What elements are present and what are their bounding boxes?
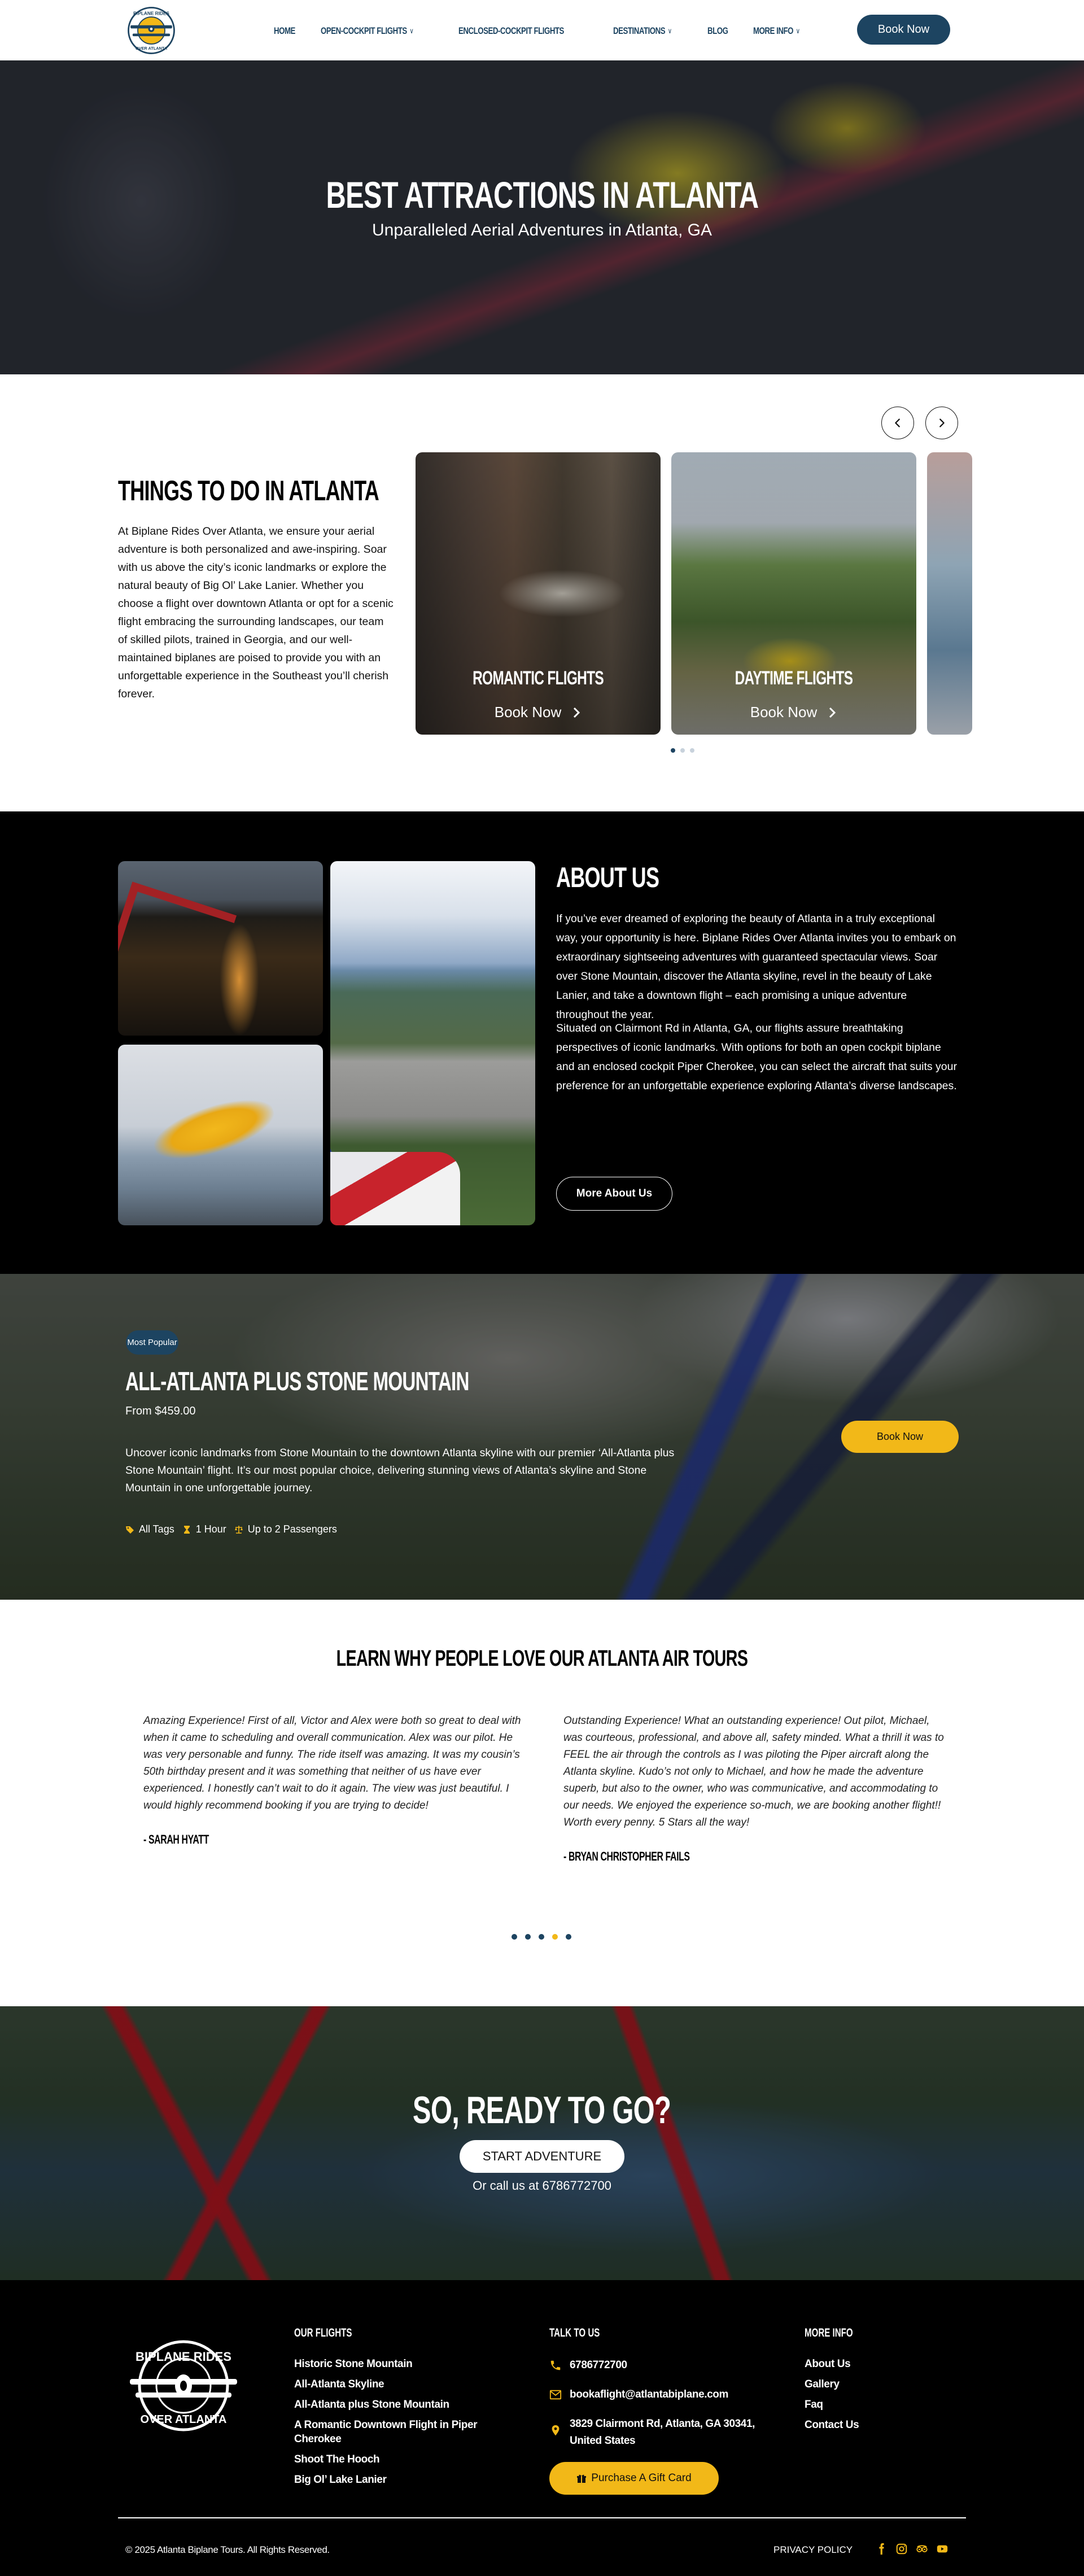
chevron-down-icon: ∨ xyxy=(667,27,672,35)
footer-about-link[interactable]: About Us xyxy=(805,2358,851,2370)
footer-phone[interactable] xyxy=(549,2357,786,2374)
nav-enclosed-cockpit-label: ENCLOSED-COCKPIT FLIGHTS xyxy=(458,25,565,36)
nav-open-cockpit-label: OPEN-COCKPIT FLIGHTS xyxy=(320,25,407,36)
cta-section xyxy=(0,2006,1084,2280)
phone-icon xyxy=(549,2359,562,2372)
carousel-pagination xyxy=(671,748,694,753)
review-author: - SARAH HYATT xyxy=(143,1832,209,1846)
main-nav xyxy=(274,23,832,40)
reviews-section xyxy=(0,1600,1084,2006)
things-to-do-section xyxy=(0,374,1084,811)
review-text: Outstanding Experience! What an outstanding experience! Out pilot, Michael, was courteous, professional, and above all, safety minded. What a thrill it was to FEEL the air through the controls as I was piloting the Piper aircraft along the Atlanta skyline. Kudo’s not only to Michael, and how he made the adventure superb, but also to the owner, who was communicative, and accommodating to our needs. We enjoyed the experience so-much, we are booking another flight!! Worth every penny. 5 Stars all the way! xyxy=(563,1715,944,1828)
chevron-down-icon: ∨ xyxy=(409,27,413,35)
svg-text:OVER ATLANTA: OVER ATLANTA xyxy=(135,46,168,51)
reviews-pagination xyxy=(512,1934,571,1940)
footer-flights-heading: OUR FLIGHTS xyxy=(294,2326,352,2339)
about-title: ABOUT US xyxy=(556,862,659,893)
about-image-yellow-biplane xyxy=(118,1045,323,1225)
footer-flight-link[interactable]: All-Atlanta plus Stone Mountain xyxy=(294,2399,449,2411)
featured-title: ALL-ATLANTA PLUS STONE MOUNTAIN xyxy=(125,1366,469,1396)
tag-icon xyxy=(125,1525,134,1534)
nav-blog-label: BLOG xyxy=(707,25,728,36)
about-image-stone-mountain xyxy=(330,861,535,1225)
chevron-right-icon xyxy=(827,706,837,719)
flight-card-daytime[interactable] xyxy=(671,452,916,735)
privacy-policy-link[interactable]: PRIVACY POLICY xyxy=(773,2544,853,2555)
footer-faq-link[interactable]: Faq xyxy=(805,2399,823,2411)
footer-flights-column xyxy=(294,2326,509,2493)
card-book-now-link[interactable] xyxy=(671,704,916,721)
footer-flight-link[interactable]: Shoot The Hooch xyxy=(294,2453,380,2465)
footer-flight-link[interactable]: Historic Stone Mountain xyxy=(294,2358,413,2370)
nav-home[interactable] xyxy=(274,25,295,37)
footer-address[interactable] xyxy=(549,2416,786,2450)
nav-more-info[interactable] xyxy=(753,25,800,37)
footer-talk-heading: TALK TO US xyxy=(549,2326,600,2339)
review-card xyxy=(143,1713,527,1847)
meta-duration-label: 1 Hour xyxy=(195,1523,226,1535)
footer-flight-link[interactable]: All-Atlanta Skyline xyxy=(294,2378,384,2390)
footer-more-heading: MORE INFO xyxy=(805,2326,853,2339)
gift-button-label: Purchase A Gift Card xyxy=(591,2472,692,2484)
more-about-us-button[interactable]: More About Us xyxy=(556,1177,672,1211)
hero-content xyxy=(0,173,1084,240)
hero-title: BEST ATTRACTIONS IN ATLANTA xyxy=(326,174,758,216)
copyright: © 2025 Atlanta Biplane Tours. All Rights Reserved. xyxy=(125,2544,330,2555)
featured-book-now-button[interactable]: Book Now xyxy=(841,1421,959,1453)
review-dot-5[interactable] xyxy=(566,1934,571,1940)
footer-phone-text: 6786772700 xyxy=(570,2359,627,2371)
mail-icon xyxy=(549,2389,562,2401)
tripadvisor-icon[interactable] xyxy=(916,2542,928,2556)
footer-contact-link[interactable]: Contact Us xyxy=(805,2419,859,2431)
gift-icon xyxy=(576,2473,587,2483)
nav-open-cockpit-flights[interactable] xyxy=(321,25,413,37)
nav-home-label: HOME xyxy=(274,25,295,36)
footer-talk-column xyxy=(549,2326,786,2495)
about-image-city-night xyxy=(118,861,323,1036)
location-pin-icon xyxy=(549,2424,562,2437)
meta-tags xyxy=(125,1523,174,1535)
svg-text:BIPLANE RIDES: BIPLANE RIDES xyxy=(136,2350,231,2364)
card-link-label: Book Now xyxy=(494,704,562,721)
footer-logo-icon[interactable] xyxy=(125,2334,242,2435)
things-description: At Biplane Rides Over Atlanta, we ensure your aerial adventure is both personalized and awe-inspiring. Soar with us above the city’s iconic landmarks or explore the natural beauty of Big Ol’ Lake Lanier. Whether you choose a flight over downtown Atlanta or opt for a scenic flight embracing the surrounding landscapes, our team of skilled pilots, trained in Georgia, and our well-maintained biplanes are poised to provide you with an unforgettable experience in the Southeast you’ll cherish forever. xyxy=(118,525,394,700)
most-popular-badge: Most Popular xyxy=(126,1330,178,1355)
featured-meta xyxy=(125,1523,337,1535)
featured-flight-section xyxy=(0,1274,1084,1600)
footer-gallery-link[interactable]: Gallery xyxy=(805,2378,840,2390)
about-section xyxy=(0,811,1084,1274)
footer-flight-link[interactable]: A Romantic Downtown Flight in Piper Cherokee xyxy=(294,2419,478,2445)
nav-more-info-label: MORE INFO xyxy=(753,25,793,36)
svg-text:BIPLANE RIDES: BIPLANE RIDES xyxy=(133,11,169,16)
logo-icon[interactable] xyxy=(125,5,177,56)
card-title-text: DAYTIME FLIGHTS xyxy=(735,667,853,689)
featured-content xyxy=(0,1274,1084,1600)
chevron-left-icon xyxy=(891,417,904,429)
featured-description: Uncover iconic landmarks from Stone Mountain to the downtown Atlanta skyline with our premier ‘All-Atlanta plus Stone Mountain’ flight. It’s our most popular choice, delivering stunning views of Atlanta’s skyline and Stone Mountain in one unforgettable journey. xyxy=(125,1447,675,1494)
about-paragraph-1: If you’ve ever dreamed of exploring the beauty of Atlanta in a truly exceptional way, your opportunity is here. Biplane Rides Over Atlanta invites you to embark on extraordinary sightseeing adventures with guaranteed spectacular views. Soar over Stone Mountain, discover the Atlanta skyline, revel in the beauty of Lake Lanier, and take a downtown flight – each promising a unique adventure throughout the year. xyxy=(556,912,956,1021)
instagram-icon[interactable] xyxy=(895,2542,908,2556)
reviews-title-text: LEARN WHY PEOPLE LOVE OUR ATLANTA AIR TOURS xyxy=(336,1646,748,1671)
scale-icon xyxy=(234,1525,243,1534)
review-dot-3[interactable] xyxy=(539,1934,544,1940)
hero-section xyxy=(0,60,1084,374)
review-card xyxy=(563,1713,947,1864)
review-author: - BRYAN CHRISTOPHER FAILS xyxy=(563,1849,690,1863)
nav-blog[interactable] xyxy=(707,25,728,37)
nav-enclosed-cockpit-flights[interactable] xyxy=(458,25,564,37)
nav-destinations[interactable] xyxy=(613,25,672,37)
carousel-dot-1[interactable] xyxy=(671,748,675,753)
facebook-icon[interactable] xyxy=(875,2542,888,2556)
cta-title: SO, READY TO GO? xyxy=(413,2089,671,2132)
youtube-icon[interactable] xyxy=(936,2542,948,2556)
card-link-label: Book Now xyxy=(750,704,818,721)
review-text: Amazing Experience! First of all, Victor and Alex were both so great to deal with when it came to scheduling and overall communication. Alex was our pilot. He was very personable and funny. The ride itself was amazing. It was my cousin’s 50th birthday present and it was something that neither of us have ever experienced. I honestly can’t wait to do it again. The view was just beautiful. I would highly recommend booking if you are trying to decide! xyxy=(143,1715,521,1811)
start-adventure-button[interactable]: START ADVENTURE xyxy=(460,2140,624,2173)
social-links xyxy=(875,2542,948,2556)
meta-passengers xyxy=(234,1523,337,1535)
footer-email[interactable] xyxy=(549,2386,786,2403)
flight-card-romantic[interactable] xyxy=(416,452,661,735)
footer-divider xyxy=(118,2517,966,2518)
site-footer xyxy=(0,2280,1084,2576)
footer-flight-link[interactable]: Big Ol’ Lake Lanier xyxy=(294,2474,387,2486)
footer-more-column xyxy=(805,2326,951,2438)
reviews-title xyxy=(0,1646,1084,1671)
svg-text:OVER ATLANTA: OVER ATLANTA xyxy=(140,2413,227,2426)
meta-duration xyxy=(182,1523,226,1535)
review-dot-4[interactable] xyxy=(552,1934,558,1940)
meta-tags-label: All Tags xyxy=(139,1523,174,1535)
carousel-next-button[interactable] xyxy=(925,407,958,439)
flight-card-partial[interactable] xyxy=(927,452,972,735)
things-title: THINGS TO DO IN ATLANTA xyxy=(118,475,379,507)
review-dot-1[interactable] xyxy=(512,1934,517,1940)
featured-price: From $459.00 xyxy=(125,1405,196,1417)
meta-passengers-label: Up to 2 Passengers xyxy=(247,1523,337,1535)
about-paragraph-2: Situated on Clairmont Rd in Atlanta, GA, our flights assure breathtaking perspectives of iconic landmarks. With options for both an open cockpit biplane and an enclosed cockpit Piper Cherokee, you can select the aircraft that suits your preference for an unforgettable experience exploring Atlanta’s diverse landscapes. xyxy=(556,1022,957,1092)
cta-content xyxy=(0,2088,1084,2193)
site-header xyxy=(0,0,1084,60)
chevron-down-icon: ∨ xyxy=(795,27,800,35)
card-title-text: ROMANTIC FLIGHTS xyxy=(473,667,604,689)
footer-address-text: 3829 Clairmont Rd, Atlanta, GA 30341, United States xyxy=(570,2418,755,2447)
hourglass-icon xyxy=(182,1525,191,1534)
cta-call-text: Or call us at 6786772700 xyxy=(473,2178,611,2193)
carousel-prev-button[interactable] xyxy=(881,407,914,439)
nav-destinations-label: DESTINATIONS xyxy=(613,25,666,36)
hero-subtitle: Unparalleled Aerial Adventures in Atlanta, GA xyxy=(371,221,713,239)
carousel-dot-3[interactable] xyxy=(690,748,694,753)
footer-email-text: bookaflight@atlantabiplane.com xyxy=(570,2389,728,2400)
header-book-now-button[interactable]: Book Now xyxy=(857,15,950,45)
review-dot-2[interactable] xyxy=(525,1934,531,1940)
card-book-now-link[interactable] xyxy=(416,704,661,721)
carousel-dot-2[interactable] xyxy=(680,748,685,753)
chevron-right-icon xyxy=(936,417,948,429)
card-title xyxy=(416,667,661,689)
card-title xyxy=(671,667,916,689)
chevron-right-icon xyxy=(571,706,582,719)
purchase-gift-card-button[interactable] xyxy=(549,2462,719,2495)
